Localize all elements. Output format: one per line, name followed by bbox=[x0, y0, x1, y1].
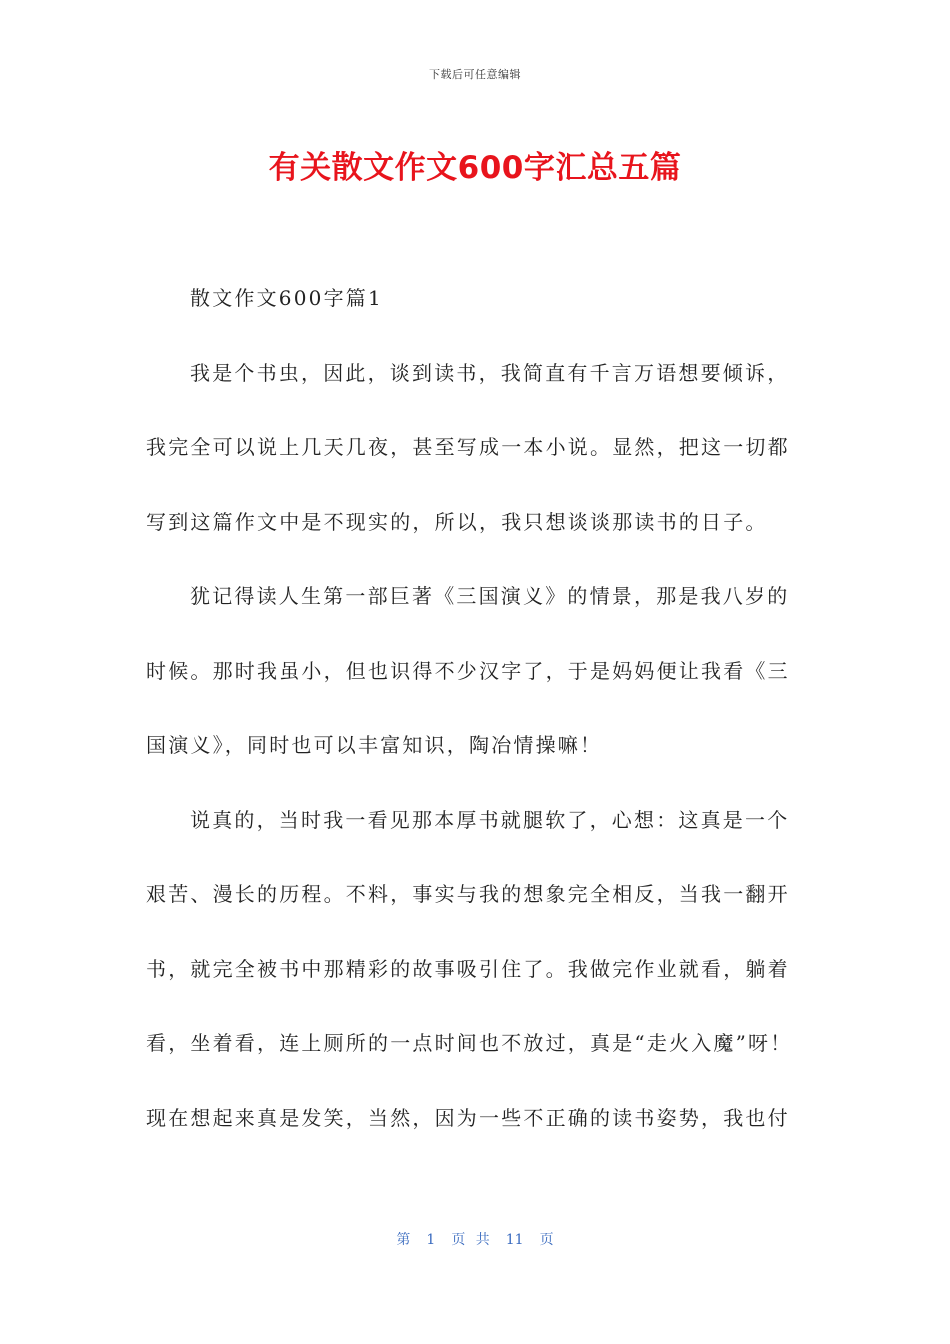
header-note: 下载后可任意编辑 bbox=[429, 68, 521, 81]
page-footer bbox=[0, 1229, 950, 1249]
text-line: 我是个书虫，因此，谈到读书，我简直有千言万语想要倾诉， bbox=[190, 360, 790, 385]
footer-prefix: 第 bbox=[396, 1232, 411, 1248]
text-line: 写到这篇作文中是不现实的，所以，我只想谈谈那读书的日子。 bbox=[146, 509, 768, 534]
document-body bbox=[146, 268, 806, 1162]
text-line: 看，坐着看，连上厕所的一点时间也不放过，真是“走火入魔”呀！ bbox=[146, 1031, 793, 1055]
footer-suffix: 页 bbox=[539, 1232, 554, 1248]
text-line: 时候。那时我虽小，但也识得不少汉字了，于是妈妈便让我看《三 bbox=[146, 658, 790, 683]
footer-mid: 页 共 bbox=[451, 1232, 490, 1248]
text-line: 散文作文600字篇1 bbox=[190, 286, 383, 310]
document-title: 有关散文作文600字汇总五篇 bbox=[268, 150, 682, 186]
text-line: 国演义》，同时也可以丰富知识，陶冶情操嘛！ bbox=[146, 733, 603, 757]
text-line: 犹记得读人生第一部巨著《三国演义》的情景，那是我八岁的 bbox=[190, 584, 790, 608]
footer-total-pages: 11 bbox=[505, 1232, 524, 1248]
text-line: 书，就完全被书中那精彩的故事吸引住了。我做完作业就看，躺着 bbox=[146, 956, 790, 981]
footer-page-number: 1 bbox=[426, 1232, 436, 1248]
text-line: 说真的，当时我一看见那本厚书就腿软了，心想：这真是一个 bbox=[190, 807, 790, 832]
text-line: 我完全可以说上几天几夜，甚至写成一本小说。显然，把这一切都 bbox=[146, 435, 790, 459]
text-line: 现在想起来真是发笑，当然，因为一些不正确的读书姿势，我也付 bbox=[146, 1105, 790, 1130]
text-line: 艰苦、漫长的历程。不料，事实与我的想象完全相反，当我一翻开 bbox=[146, 882, 790, 906]
